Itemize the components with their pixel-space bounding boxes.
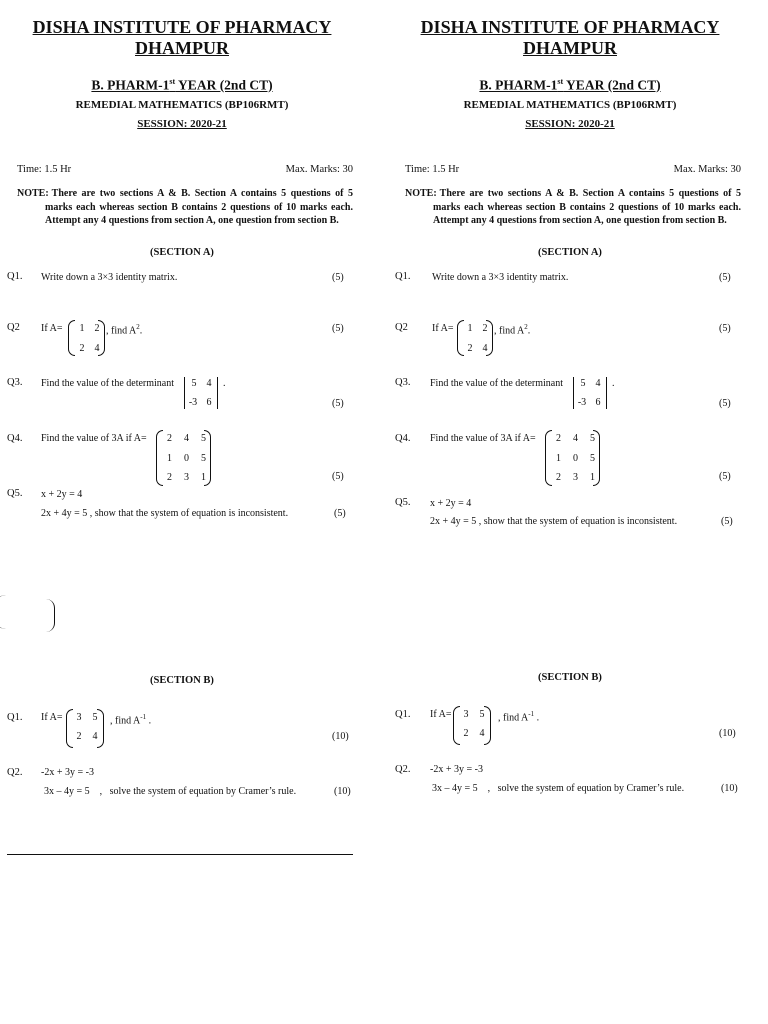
matrix-cell: 1 [556, 453, 561, 464]
question-marks: (10) [334, 786, 351, 797]
instructions-note [17, 187, 353, 228]
matrix-right-paren [97, 709, 104, 748]
question-number: Q5. [395, 497, 411, 508]
matrix-cell: 2 [463, 728, 469, 739]
section-b-heading: (SECTION B) [150, 675, 214, 686]
matrix-right-paren [98, 320, 105, 356]
question-prefix: If A= [432, 323, 454, 334]
note-label: NOTE: [405, 188, 437, 199]
question-text: Find the value of 3A if A= [41, 433, 147, 444]
stray-bracket-right [46, 599, 55, 632]
suffix-end: . [534, 712, 540, 724]
question-marks: (10) [719, 728, 736, 739]
equation-line-1: x + 2y = 4 [430, 498, 472, 509]
superscript: 2 [524, 323, 528, 331]
question-marks: (5) [721, 516, 733, 527]
course-title [7, 77, 357, 94]
session-label: SESSION: 2020-21 [137, 118, 227, 130]
question-text: Write down a 3×3 identity matrix. [432, 272, 569, 283]
section-a-heading: (SECTION A) [538, 247, 602, 258]
suffix-text: , find A [110, 715, 141, 727]
suffix-end: . [139, 325, 143, 337]
question-prefix: If A= [430, 709, 452, 720]
note-text: There are two sections A & B. Section A contains 5 questions of 5 marks each whereas section B contains 2 questions of 10 marks each. Attempt any 4 questions from section A, one question from section B. [433, 188, 741, 226]
course-title [395, 77, 745, 94]
matrix-cell: 4 [206, 378, 212, 389]
course-prefix: B. PHARM-1 [91, 77, 170, 93]
question-prefix: If A= [41, 712, 63, 723]
session-label: SESSION: 2020-21 [525, 118, 615, 130]
matrix-cell: 0 [184, 453, 189, 464]
question-paper-right [395, 0, 745, 1024]
matrix-cell: 2 [94, 323, 100, 334]
equation-line-1: x + 2y = 4 [41, 489, 83, 500]
course-suffix: YEAR (2nd CT) [563, 77, 661, 93]
equation-line-1: -2x + 3y = -3 [41, 767, 94, 778]
matrix-right-paren [204, 430, 211, 486]
question-text: Find the value of 3A if A= [430, 433, 536, 444]
superscript: -1 [140, 713, 147, 721]
matrix-cell: 5 [590, 453, 595, 464]
subject-title: REMEDIAL MATHEMATICS (BP106RMT) [75, 99, 289, 111]
matrix-cell: -3 [188, 397, 198, 408]
matrix-cell: 2 [556, 472, 561, 483]
question-number: Q3. [395, 377, 411, 388]
question-text: Find the value of the determinant [41, 378, 175, 389]
matrix-cell: 5 [201, 433, 206, 444]
matrix-cell: 2 [79, 343, 85, 354]
matrix-cell: 4 [479, 728, 485, 739]
question-suffix [494, 323, 530, 336]
matrix-cell: 5 [92, 712, 98, 723]
suffix-end: . [146, 715, 152, 727]
determinant-right-bar [606, 377, 607, 409]
institute-name [395, 17, 745, 59]
question-text: Find the value of the determinant [430, 378, 564, 389]
question-marks: (5) [719, 398, 731, 409]
matrix-cell: 6 [206, 397, 212, 408]
question-number: Q4. [7, 433, 23, 444]
matrix-cell: 5 [201, 453, 206, 464]
institute-line-1: DISHA INSTITUTE OF PHARMACY [420, 17, 720, 37]
question-number: Q5. [7, 488, 23, 499]
matrix-cell: -3 [577, 397, 587, 408]
matrix-cell: 6 [595, 397, 601, 408]
determinant-dot: . [223, 378, 226, 389]
section-b-heading: (SECTION B) [538, 672, 602, 683]
matrix-row [575, 378, 605, 389]
matrix-cell: 5 [590, 433, 595, 444]
question-marks: (5) [334, 508, 346, 519]
question-marks: (10) [721, 783, 738, 794]
matrix-row [573, 397, 605, 408]
matrix-cell: 2 [167, 433, 172, 444]
institute-line-2: DHAMPUR [523, 38, 617, 58]
question-marks: (5) [719, 323, 731, 334]
matrix-cell: 5 [580, 378, 586, 389]
matrix-cell: 1 [201, 472, 206, 483]
question-number: Q2 [7, 322, 20, 333]
matrix-cell: 3 [573, 472, 578, 483]
matrix-cell: 1 [167, 453, 172, 464]
determinant-dot: . [612, 378, 615, 389]
suffix-end: . [527, 325, 531, 337]
course-sup: st [169, 77, 176, 86]
question-marks: (5) [332, 398, 344, 409]
matrix-cell: 2 [167, 472, 172, 483]
question-marks: (5) [719, 471, 731, 482]
question-marks: (5) [719, 272, 731, 283]
note-text: There are two sections A & B. Section A contains 5 questions of 5 marks each whereas section B contains 2 questions of 10 marks each. Attempt any 4 questions from section A, one question from section B. [45, 188, 353, 226]
question-number: Q4. [395, 433, 411, 444]
determinant-right-bar [217, 377, 218, 409]
horizontal-rule [7, 854, 353, 855]
matrix-cell: 2 [76, 731, 82, 742]
question-number: Q3. [7, 377, 23, 388]
equation-line-2: 3x – 4y = 5 , solve the system of equation by Cramer’s rule. [432, 783, 685, 794]
question-marks: (5) [332, 272, 344, 283]
question-suffix [498, 710, 539, 723]
matrix-cell: 3 [76, 712, 82, 723]
equation-line-2: 3x – 4y = 5 , solve the system of equation by Cramer’s rule. [44, 786, 297, 797]
matrix-right-paren [593, 430, 600, 486]
question-paper-left [7, 0, 357, 1024]
course-suffix: YEAR (2nd CT) [175, 77, 273, 93]
matrix-cell: 2 [467, 343, 473, 354]
superscript: 2 [136, 323, 140, 331]
max-marks-label: Max. Marks: 30 [673, 164, 741, 175]
matrix-cell: 2 [482, 323, 488, 334]
matrix-cell: 1 [79, 323, 85, 334]
matrix-cell: 2 [556, 433, 561, 444]
equation-line-2: 2x + 4y = 5 , show that the system of equation is inconsistent. [430, 516, 678, 527]
section-a-heading: (SECTION A) [150, 247, 214, 258]
question-number: Q1. [395, 709, 411, 720]
institute-line-2: DHAMPUR [135, 38, 229, 58]
matrix-cell: 1 [590, 472, 595, 483]
time-label: Time: 1.5 Hr [405, 164, 460, 175]
matrix-right-paren [486, 320, 493, 356]
matrix-cell: 4 [595, 378, 601, 389]
matrix-row [186, 378, 216, 389]
matrix-cell: 4 [94, 343, 100, 354]
question-marks: (5) [332, 471, 344, 482]
time-label: Time: 1.5 Hr [17, 164, 72, 175]
question-marks: (5) [332, 323, 344, 334]
matrix-cell: 5 [479, 709, 485, 720]
stray-bracket-left [0, 595, 9, 629]
matrix-cell: 4 [573, 433, 578, 444]
institute-name [7, 17, 357, 59]
max-marks-label: Max. Marks: 30 [285, 164, 353, 175]
matrix-cell: 1 [467, 323, 473, 334]
equation-line-1: -2x + 3y = -3 [430, 764, 483, 775]
matrix-cell: 3 [463, 709, 469, 720]
matrix-right-paren [484, 706, 491, 745]
question-number: Q2 [395, 322, 408, 333]
instructions-note [405, 187, 741, 228]
suffix-text: , find A [106, 325, 137, 337]
note-label: NOTE: [17, 188, 49, 199]
institute-line-1: DISHA INSTITUTE OF PHARMACY [32, 17, 332, 37]
matrix-cell: 3 [184, 472, 189, 483]
question-suffix [106, 323, 142, 336]
matrix-cell: 4 [184, 433, 189, 444]
matrix-cell: 4 [92, 731, 98, 742]
question-number: Q1. [395, 271, 411, 282]
subject-title: REMEDIAL MATHEMATICS (BP106RMT) [463, 99, 677, 111]
question-number: Q2. [7, 767, 23, 778]
matrix-row [184, 397, 216, 408]
question-number: Q2. [395, 764, 411, 775]
question-number: Q1. [7, 712, 23, 723]
suffix-text: , find A [494, 325, 525, 337]
equation-line-2: 2x + 4y = 5 , show that the system of equation is inconsistent. [41, 508, 289, 519]
question-suffix [110, 713, 151, 726]
question-number: Q1. [7, 271, 23, 282]
matrix-cell: 4 [482, 343, 488, 354]
question-marks: (10) [332, 731, 349, 742]
question-text: Write down a 3×3 identity matrix. [41, 272, 178, 283]
course-prefix: B. PHARM-1 [479, 77, 558, 93]
matrix-cell: 0 [573, 453, 578, 464]
suffix-text: , find A [498, 712, 529, 724]
question-prefix: If A= [41, 323, 63, 334]
course-sup: st [557, 77, 564, 86]
matrix-cell: 5 [191, 378, 197, 389]
superscript: -1 [528, 710, 535, 718]
